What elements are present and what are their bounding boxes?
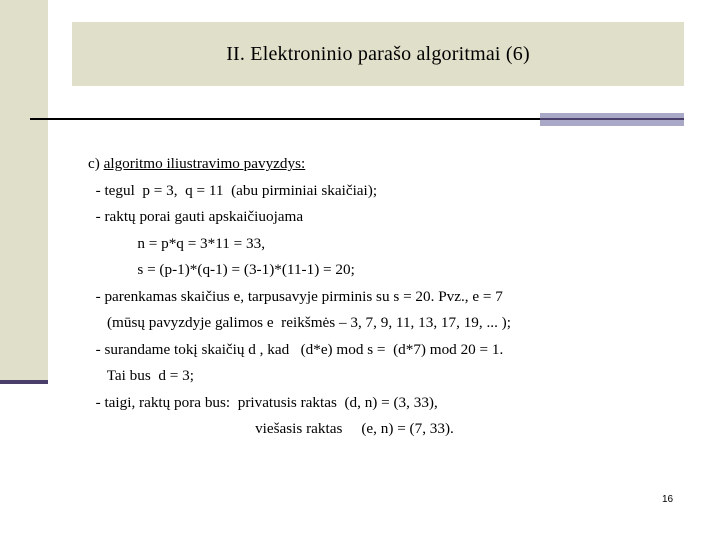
heading-prefix: c) [88,155,104,172]
slide-body [88,151,708,443]
page-number: 16 [662,494,674,505]
body-line-8: Tai bus d = 3; [88,367,194,384]
body-line-5: - parenkamas skaičius e, tarpusavyje pirminis su s = 20. Pvz., e = 7 [88,287,503,305]
title-box [72,22,684,86]
slide-title: II. Elektroninio parašo algoritmai (6) [226,42,530,65]
left-bar-edge [0,380,48,384]
body-line-9: - taigi, raktų pora bus: privatusis raktas (d, n) = (3, 33), [88,393,438,411]
body-line-3: n = p*q = 3*11 = 33, [88,234,266,252]
left-decorative-bar [0,0,48,384]
body-line-2: - raktų porai gauti apskaičiuojama [88,208,304,225]
body-line-10: viešasis raktas (e, n) = (7, 33). [88,420,454,437]
title-divider-line [30,118,540,120]
body-heading [88,151,708,178]
body-line-7: - surandame tokį skaičių d , kad (d*e) mod s = (d*7) mod 20 = 1. [88,340,504,358]
body-line-4: s = (p-1)*(q-1) = (3-1)*(11-1) = 20; [88,261,355,278]
body-line-6: (mūsų pavyzdyje galimos e reikšmės – 3, 7, 9, 11, 13, 17, 19, ... ); [88,314,511,331]
body-line-1: - tegul p = 3, q = 11 (abu pirminiai skaičiai); [88,181,378,199]
heading-underlined: algoritmo iliustravimo pavyzdys: [103,155,306,172]
divider-accent-line [540,118,684,120]
